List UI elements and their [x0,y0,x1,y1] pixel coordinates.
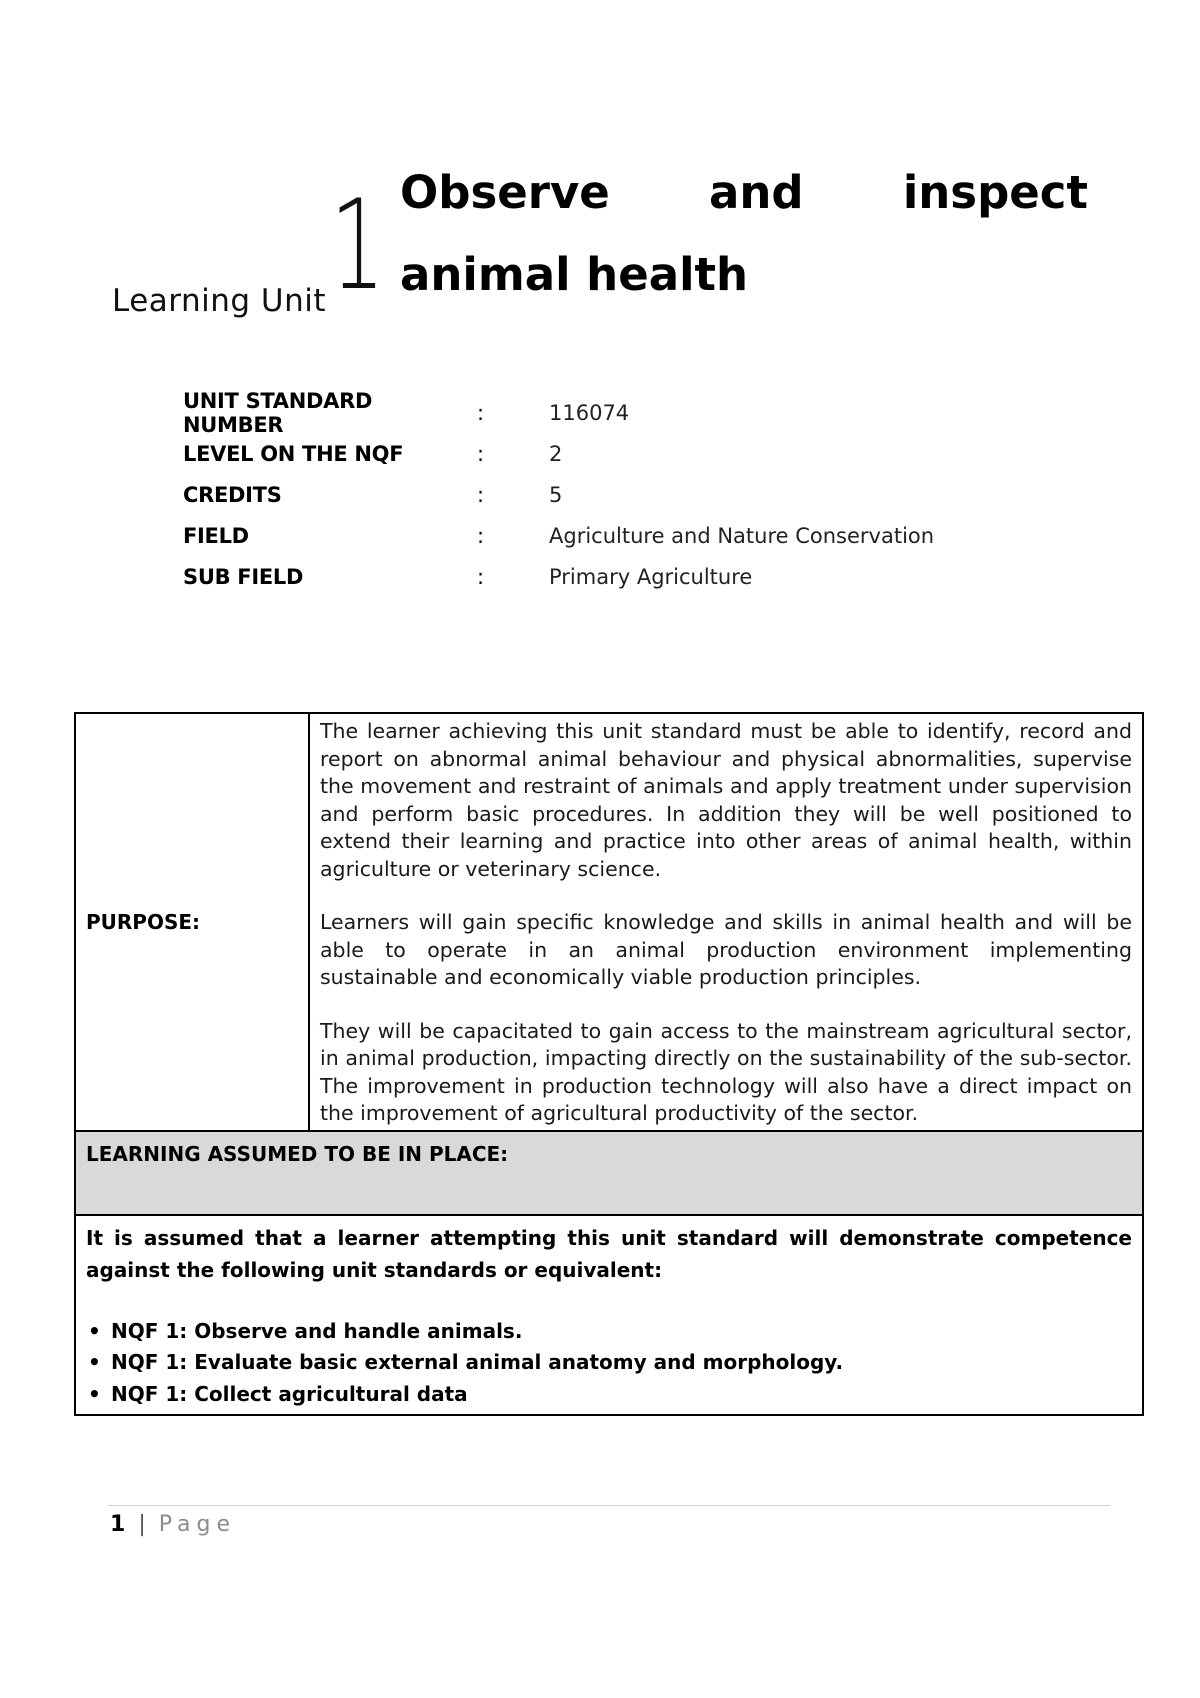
info-colon: : [477,523,485,548]
learning-unit-number: 1 [330,174,386,318]
info-row-credits [183,474,934,515]
page-footer [110,1512,236,1537]
list-item [86,1316,1132,1348]
learning-assumed-body-row [75,1215,1143,1416]
list-item-text: NQF 1: Observe and handle animals. [111,1318,523,1343]
info-value: 5 [549,482,563,507]
purpose-label: PURPOSE: [75,713,309,1131]
bullet-icon: • [88,1318,101,1343]
info-row-unit-standard-number [183,388,934,437]
page-number: 1 [110,1512,126,1537]
info-colon: : [477,482,485,507]
info-colon: : [477,564,485,589]
info-value: Agriculture and Nature Conservation [549,523,935,548]
list-item-text: NQF 1: Evaluate basic external animal anatomy and morphology. [111,1350,844,1374]
info-row-level-on-nqf [183,433,934,474]
purpose-row [75,713,1143,1131]
info-value: 2 [549,441,563,466]
learning-assumed-header-row [75,1131,1143,1215]
info-colon: : [477,400,485,425]
info-row-field [183,515,934,556]
info-key: LEVEL ON THE NQF [183,441,404,466]
list-item [86,1347,1132,1379]
unit-standard-info [183,388,935,597]
info-row-sub-field [183,556,934,597]
info-value: Primary Agriculture [549,564,753,589]
learning-assumed-header: LEARNING ASSUMED TO BE IN PLACE: [75,1131,1143,1215]
list-item [86,1379,1132,1411]
purpose-paragraph: The learner achieving this unit standard must be able to identify, record and report on abnormal animal behaviour and physical abnormalities, supervise the movement and restraint of animals and apply treatment under supervision and perform basic procedures. In addition they will be well positioned to extend their learning and practice into other areas of animal health, within agriculture or veterinary science. [320,719,1132,881]
page-title: Observe and inspect animal health [400,166,1088,301]
bullet-icon: • [88,1381,101,1406]
info-key: UNIT STANDARD NUMBER [183,388,373,437]
purpose-paragraph: Learners will gain specific knowledge and skills in animal health and will be able to operate in an animal production environment implementing sustainable and economically viable production principles. [320,910,1132,989]
prerequisite-list [86,1316,1132,1411]
info-value: 116074 [549,400,630,425]
unit-details-table [74,712,1144,1416]
purpose-text [309,713,1143,1131]
list-item-text: NQF 1: Collect agricultural data [111,1381,468,1406]
purpose-paragraph: They will be capacitated to gain access to the mainstream agricultural sector, in animal production, impacting directly on the sustainability of the sub-sector. The improvement in production technology will also have a direct impact on the improvement of agricultural productivity of the sector. [320,1018,1132,1125]
learning-unit-label: Learning Unit [112,283,327,319]
info-colon: : [477,441,485,466]
learning-assumed-body [75,1215,1143,1416]
info-key: SUB FIELD [183,564,304,589]
learning-assumed-intro: It is assumed that a learner attempting this unit standard will demonstrate competence against the following unit standards or equivalent: [86,1225,1132,1282]
info-key: CREDITS [183,482,282,507]
page-separator: | [138,1512,146,1537]
page-word: Page [158,1512,236,1537]
bullet-icon: • [88,1350,101,1374]
info-key: FIELD [183,523,249,548]
footer-divider [108,1505,1110,1506]
